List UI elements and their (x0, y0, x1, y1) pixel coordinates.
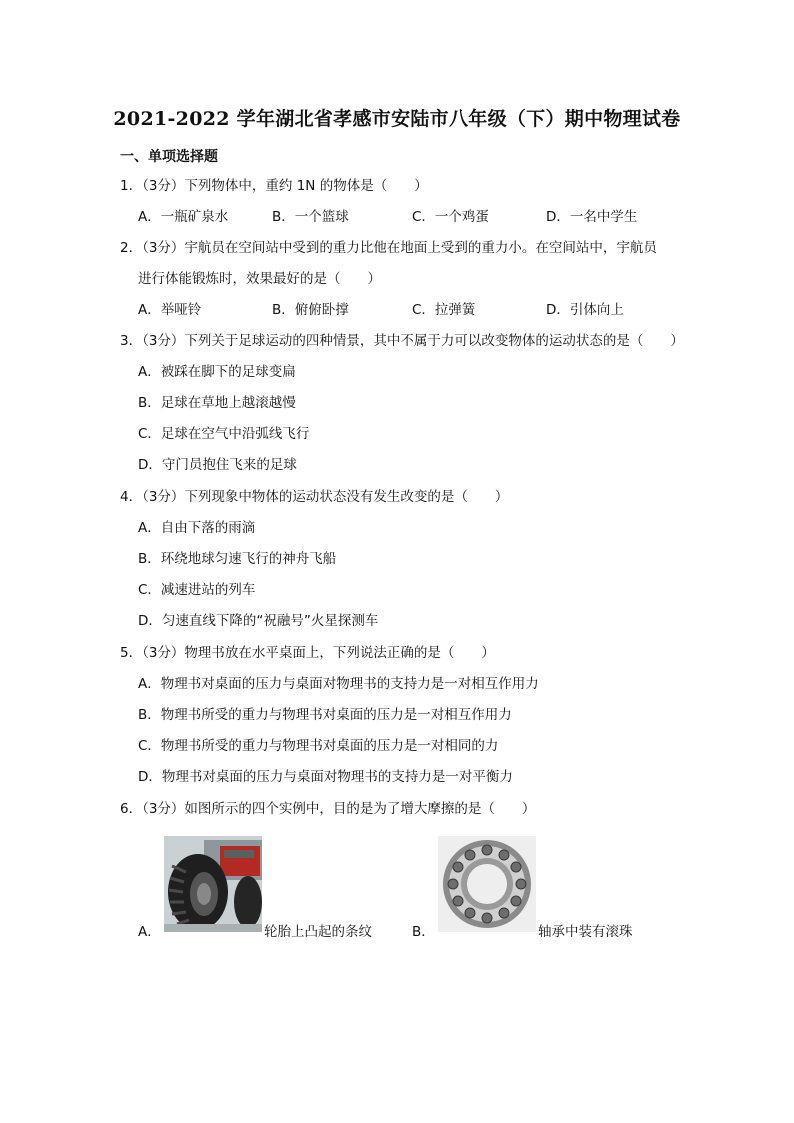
question-4-stem: 4．（3分）下列现象中物体的运动状态没有发生改变的是（ ） (120, 489, 509, 505)
q5-option-b[interactable]: B．物理书所受的重力与物理书对桌面的压力是一对相互作用力 (138, 707, 512, 723)
q6-option-a-caption: 轮胎上凸起的条纹 (264, 924, 372, 940)
question-1-stem: 1．（3分）下列物体中，重约 1N 的物体是（ ） (120, 178, 428, 194)
q4-option-b[interactable]: B．环绕地球匀速飞行的神舟飞船 (138, 551, 337, 567)
question-6-stem: 6．（3分）如图所示的四个实例中，目的是为了增大摩擦的是（ ） (120, 801, 536, 817)
q1-option-d[interactable]: D．一名中学生 (546, 209, 638, 225)
question-2-stem-cont: 进行体能锻炼时，效果最好的是（ ） (138, 271, 381, 287)
exam-title: 2021-2022 学年湖北省孝感市安陆市八年级（下）期中物理试卷 (113, 108, 681, 130)
q3-option-c[interactable]: C．足球在空气中沿弧线飞行 (138, 426, 310, 442)
question-5-stem: 5．（3分）物理书放在水平桌面上，下列说法正确的是（ ） (120, 645, 495, 661)
q2-option-d[interactable]: D．引体向上 (546, 302, 624, 318)
q2-option-c[interactable]: C．拉弹簧 (412, 302, 476, 318)
q4-option-c[interactable]: C．减速进站的列车 (138, 582, 256, 598)
q1-option-a[interactable]: A．一瓶矿泉水 (138, 209, 229, 225)
q3-option-a[interactable]: A．被踩在脚下的足球变扁 (138, 364, 296, 380)
q3-option-d[interactable]: D．守门员抱住飞来的足球 (138, 457, 297, 473)
question-3-stem: 3．（3分）下列关于足球运动的四种情景，其中不属于力可以改变物体的运动状态的是（ ） (120, 333, 684, 349)
tractor-tire-image (164, 836, 262, 932)
q4-option-d[interactable]: D．匀速直线下降的“祝融号”火星探测车 (138, 613, 379, 629)
q4-option-a[interactable]: A．自由下落的雨滴 (138, 520, 256, 536)
q6-option-b-letter[interactable]: B． (412, 924, 435, 940)
q5-option-c[interactable]: C．物理书所受的重力与物理书对桌面的压力是一对相同的力 (138, 738, 499, 754)
q6-option-b-caption: 轴承中装有滚珠 (538, 924, 633, 940)
ball-bearing-illustration (438, 836, 536, 932)
question-2-stem: 2．（3分）宇航员在空间站中受到的重力比他在地面上受到的重力小。在空间站中，宇航员 (120, 240, 657, 256)
ball-bearing-image (438, 836, 536, 932)
q5-option-a[interactable]: A．物理书对桌面的压力与桌面对物理书的支持力是一对相互作用力 (138, 676, 539, 692)
q1-option-b[interactable]: B．一个篮球 (272, 209, 349, 225)
q2-option-b[interactable]: B．俯俯卧撑 (272, 302, 349, 318)
q1-option-c[interactable]: C．一个鸡蛋 (412, 209, 489, 225)
q6-option-a-letter[interactable]: A． (138, 924, 161, 940)
section-heading: 一、单项选择题 (120, 149, 218, 165)
q5-option-d[interactable]: D．物理书对桌面的压力与桌面对物理书的支持力是一对平衡力 (138, 769, 513, 785)
q3-option-b[interactable]: B．足球在草地上越滚越慢 (138, 395, 296, 411)
q2-option-a[interactable]: A．举哑铃 (138, 302, 202, 318)
tractor-tire-illustration (164, 836, 262, 932)
